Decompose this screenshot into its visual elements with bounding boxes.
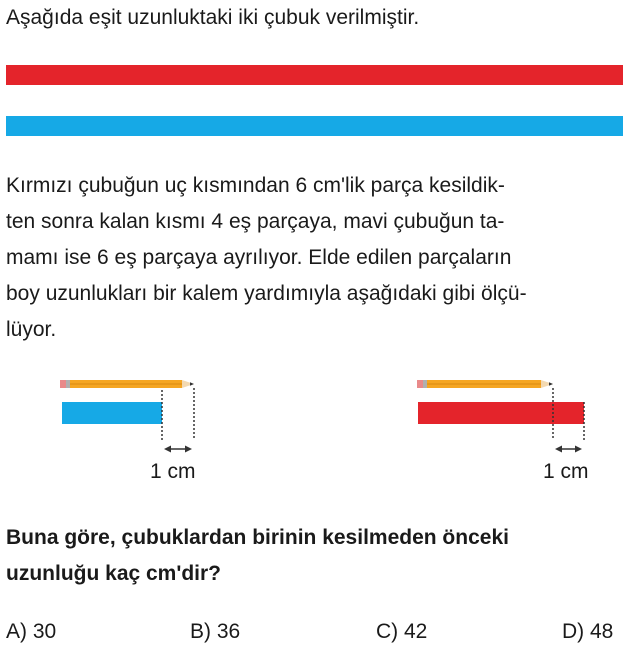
paragraph-line: lüyor.	[6, 318, 57, 341]
right-pencil-icon	[417, 380, 553, 388]
blue-piece	[62, 402, 162, 424]
option-b[interactable]: B) 36	[190, 620, 241, 643]
paragraph-line: ten sonra kalan kısmı 4 eş parçaya, mavi çubuğun ta-	[6, 210, 505, 233]
option-a[interactable]: A) 30	[6, 620, 57, 643]
red-piece	[418, 402, 584, 424]
right-cm-label: 1 cm	[543, 460, 589, 483]
left-double-arrow-icon	[164, 446, 192, 453]
option-c[interactable]: C) 42	[376, 620, 428, 643]
left-pencil-icon	[60, 380, 194, 388]
paragraph-line: mamı ise 6 eş parçaya ayrılıyor. Elde edilen parçaların	[6, 246, 512, 269]
question-line: uzunluğu kaç cm'dir?	[6, 562, 222, 585]
right-double-arrow-icon	[555, 446, 582, 453]
paragraph-line: boy uzunlukları bir kalem yardımıyla aşağıdaki gibi ölçü-	[6, 282, 527, 305]
intro-text: Aşağıda eşit uzunluktaki iki çubuk verilmiştir.	[6, 6, 420, 29]
question-line: Buna göre, çubuklardan birinin kesilmeden önceki	[6, 526, 509, 549]
left-cm-label: 1 cm	[150, 460, 196, 483]
paragraph-line: Kırmızı çubuğun uç kısmından 6 cm'lik parça kesildik-	[6, 174, 505, 197]
question-text	[6, 520, 624, 592]
option-d[interactable]: D) 48	[562, 620, 614, 643]
